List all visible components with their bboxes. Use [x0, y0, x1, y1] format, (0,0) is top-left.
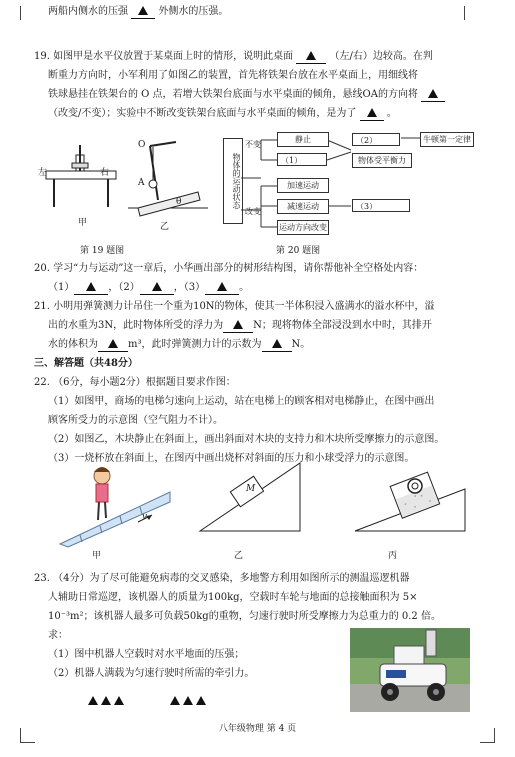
q19-text: 铁球悬挂在铁架台的 O 点，若增大铁架台底面与水平桌面的倾角，悬线OA的方向将 — [48, 89, 418, 100]
q23-text: 求： — [48, 630, 68, 641]
fig20-dir-change-box: 运动方向改变 — [277, 220, 329, 235]
fig20-blank2-box: （2） — [352, 133, 400, 146]
answer-markers-2 — [170, 696, 206, 707]
q19-text: （改变/不变）；实验中不断改变铁架台底面与水平桌面的倾角，是为了 — [48, 108, 357, 119]
q23-line1 — [34, 572, 495, 585]
q20-answers — [48, 281, 495, 295]
q22-text: 顾客所受力的示意图（空气阻力不计）。 — [48, 415, 223, 426]
fig20-blank1-box: （1） — [277, 153, 327, 166]
page-footer: 八年级物理 第 4 页 — [218, 724, 297, 734]
q20-ans-label: 。 — [239, 282, 250, 293]
q22-text: （3）一烧杯放在斜面上，在图丙中画出烧杯对斜面的压力和小球受浮力的示意图。 — [48, 453, 415, 464]
fig20-decel-box: 减速运动 — [277, 199, 329, 214]
fig20-balanced-box: 物体受平衡力 — [352, 153, 412, 168]
q22-line2 — [48, 395, 495, 408]
q21-text: N；现将物体全部浸没到水中时，其排开 — [253, 320, 432, 331]
fig20-accel-box: 加速运动 — [277, 178, 329, 193]
q20-ans-label: ，（3） — [173, 282, 206, 293]
q20-ans-label: （1） — [48, 282, 75, 293]
fig20-unchanged: 不变 — [245, 140, 261, 149]
q21-line2 — [48, 319, 495, 333]
q21-text: N。 — [291, 339, 311, 350]
q21-text: 水的体积为 — [48, 339, 98, 350]
answer-blank — [205, 281, 239, 295]
q21-text: 21. 小明用弹簧测力计吊住一个重为10N的物体，使其一半体积浸入盛满水的溢水杯中，溢 — [34, 301, 435, 312]
q19-text: （左/右）边较高。在判 — [329, 51, 433, 62]
crop-mark-top-left — [20, 6, 35, 20]
q23-text: （1）图中机器人空载时对水平地面的压强； — [48, 649, 245, 660]
q23-text: （2）机器人满载为匀速行驶时所需的牵引力。 — [48, 668, 255, 679]
fig19-theta-label: θ — [176, 197, 182, 207]
q22-line1 — [34, 376, 495, 389]
fig20-blank3-box: （3） — [352, 199, 410, 212]
q23-text: 10⁻³m²；该机器人最多可负载50kg的重物，匀速行驶时所受摩擦力为总重力的 0.2 倍。 — [48, 611, 441, 622]
answer-blank — [421, 88, 445, 102]
q22-line3 — [48, 414, 495, 427]
q22-line4 — [48, 433, 495, 446]
top-line-text: 两船内侧水的压强 — [48, 6, 128, 17]
fig20-static-box: 静止 — [277, 132, 329, 147]
fig19-jia-level — [46, 145, 116, 215]
q21-text: 出的水重为3N，此时物体所受的浮力为 — [48, 320, 224, 331]
q22-text: 22. （6分，每小题2分）根据题目要求作图： — [34, 377, 236, 388]
answer-markers-1 — [88, 696, 124, 707]
q19-line4 — [48, 107, 495, 121]
answer-blank — [131, 5, 155, 19]
q23-line2 — [48, 591, 495, 604]
fig22-m-label: M — [246, 484, 256, 494]
q22-text: （1）如图甲，商场的电梯匀速向上运动，站在电梯上的顾客相对电梯静止，在图中画出 — [48, 396, 435, 407]
answer-blank — [98, 338, 128, 352]
fig20-motion-state: 物体的运动状态 — [223, 138, 243, 224]
robot-photo — [350, 628, 470, 712]
fig19-right-label: 右 — [100, 168, 110, 178]
fig22-bing-beaker — [355, 463, 465, 533]
answer-blank — [74, 281, 108, 295]
fig19-jia-label: 甲 — [78, 218, 88, 228]
q21-line3 — [48, 338, 495, 352]
fig20-changed: 改变 — [245, 207, 261, 216]
q20-text: 20. 学习“力与运动”这一章后，小华画出部分的树形结构图，请你帮他补全空格处内容： — [34, 263, 424, 274]
fig22-bing-label: 丙 — [388, 551, 398, 561]
fig20-caption: 第 20 题图 — [276, 246, 321, 256]
q21-text: m³，此时弹簧测力计的示数为 — [128, 339, 262, 350]
q19-text: 断重力方向时，小军利用了如图乙的装置，首先将铁架台放在水平桌面上，用细线将 — [48, 70, 418, 81]
fig19-o-label: O — [138, 140, 146, 150]
q22-text: （2）如图乙，木块静止在斜面上，画出斜面对木块的支持力和木块所受摩擦力的示意图。 — [48, 434, 445, 445]
q19-text: 。 — [386, 108, 397, 119]
answer-blank — [140, 281, 174, 295]
q21-line1 — [34, 300, 495, 313]
q19-text: 19. 如图甲是水平仪放置于某桌面上时的情形，说明此桌面 — [34, 51, 294, 62]
answer-blank — [360, 107, 384, 121]
fig22-v-label: v — [142, 512, 148, 522]
q20-line1 — [34, 262, 495, 275]
fig22-jia-label: 甲 — [92, 551, 102, 561]
q19-line2 — [48, 69, 495, 82]
top-line-tail: 外侧水的压强。 — [158, 6, 229, 17]
fig22-yi-label: 乙 — [234, 551, 244, 561]
q23-text: 人辅助日常巡逻，该机器人的质量为100kg，空载时车轮与地面的总接触面积为 5× — [48, 592, 418, 603]
fig20-newton-box: 牛顿第一定律 — [420, 132, 474, 147]
fig19-left-label: 左 — [38, 168, 48, 178]
fig19-caption: 第 19 题图 — [80, 246, 125, 256]
q23-text: 23. （4分）为了尽可能避免病毒的交叉感染，多地警方利用如图所示的测温巡逻机器 — [34, 573, 410, 584]
fig19-yi-label: 乙 — [160, 222, 170, 232]
answer-blank — [262, 338, 292, 352]
fig22-yi-incline — [200, 463, 300, 533]
q19-line3 — [48, 88, 495, 102]
top-line — [48, 5, 495, 19]
section-3-heading: 三、解答题（共48分） — [34, 358, 138, 369]
fig19-a-label: A — [138, 178, 145, 188]
q23-line3 — [48, 610, 495, 623]
q19-line1 — [34, 50, 495, 64]
fig22-jia-escalator — [60, 462, 170, 547]
answer-blank — [223, 319, 253, 333]
q20-ans-label: ，（2） — [108, 282, 140, 293]
answer-blank — [296, 50, 326, 64]
